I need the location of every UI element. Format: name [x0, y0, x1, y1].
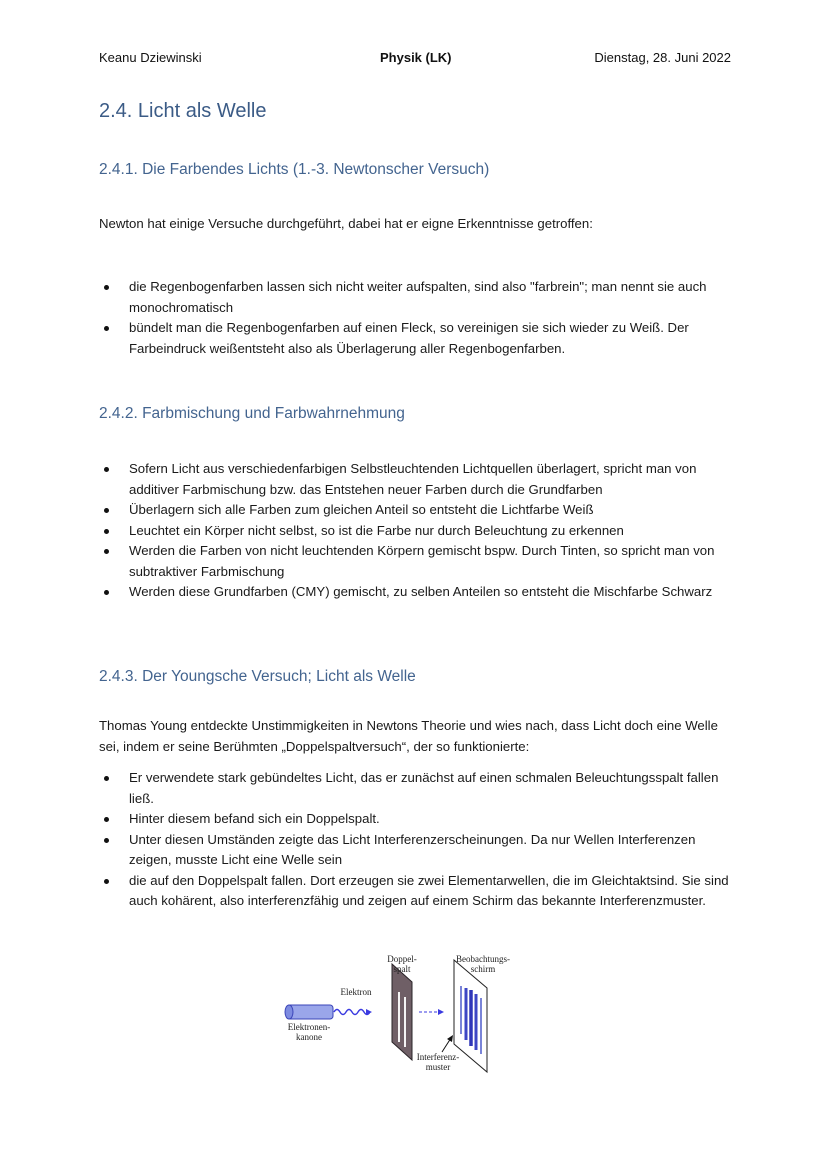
list-item: Unter diesen Umständen zeigte das Licht Interferenzerscheinungen. Da nur Wellen Interferenzen zeigen, musste Licht eine Welle sein: [99, 830, 731, 871]
label-muster-1: Interferenz-: [416, 1052, 460, 1062]
pattern-pointer-arrowhead: [447, 1035, 453, 1042]
double-slit-diagram: [279, 950, 549, 1080]
subsection-title-newton: 2.4.1. Die Farbendes Lichts (1.-3. Newtonscher Versuch): [99, 161, 490, 178]
label-doppelspalt-2: spalt: [393, 964, 411, 974]
list-item: Sofern Licht aus verschiedenfarbigen Selbstleuchtenden Lichtquellen überlagert, spricht man von additiver Farbmischung bzw. das Entstehen neuer Farben durch die Grundfarben: [99, 459, 731, 500]
list-item: Er verwendete stark gebündeltes Licht, das er zunächst auf einen schmalen Beleuchtungsspalt fallen ließ.: [99, 768, 731, 809]
page-header: [99, 50, 731, 70]
label-schirm-1: Beobachtungs-: [456, 954, 510, 964]
electron-gun-body: [287, 1005, 333, 1019]
young-intro: Thomas Young entdeckte Unstimmigkeiten in Newtons Theorie und wies nach, dass Licht doch eine Welle sei, indem er seine Berühmten „Doppelspaltversuch“, der so funktionierte:: [99, 718, 718, 754]
bullet-dot: [104, 467, 109, 472]
bullet-dot: [104, 879, 109, 884]
label-kanone-2: kanone: [296, 1032, 322, 1042]
section-title: 2.4. Licht als Welle: [99, 100, 267, 122]
bullet-dot: [104, 508, 109, 513]
bullet-dot: [104, 326, 109, 331]
header-author: Keanu Dziewinski: [99, 50, 202, 65]
newton-bullet-list: [99, 277, 731, 359]
header-subject: Physik (LK): [380, 50, 452, 65]
bullet-dot: [104, 838, 109, 843]
bullet-dot: [104, 285, 109, 290]
list-item: die auf den Doppelspalt fallen. Dort erzeugen sie zwei Elementarwellen, die im Gleichtaktsind. Sie sind auch kohärent, also interferenzfähig und zeigen auf einem Schirm das bekannte Interferenzmuster.: [99, 871, 731, 912]
list-item: Überlagern sich alle Farben zum gleichen Anteil so entsteht die Lichtfarbe Weiß: [99, 500, 731, 521]
farbmischung-bullet-list: [99, 459, 731, 603]
electron-wave: [334, 1010, 370, 1015]
bullet-dot: [104, 590, 109, 595]
transmitted-beam-arrowhead: [438, 1009, 444, 1015]
subsection-title-farbmischung: 2.4.2. Farbmischung und Farbwahrnehmung: [99, 405, 405, 422]
bullet-dot: [104, 776, 109, 781]
bullet-dot: [104, 549, 109, 554]
list-item: Leuchtet ein Körper nicht selbst, so ist die Farbe nur durch Beleuchtung zu erkennen: [99, 521, 731, 542]
bullet-dot: [104, 529, 109, 534]
electron-gun: [285, 1005, 333, 1019]
label-doppelspalt-1: Doppel-: [387, 954, 417, 964]
label-elektron: Elektron: [340, 987, 372, 997]
list-item: die Regenbogenfarben lassen sich nicht weiter aufspalten, sind also "farbrein"; man nennt sie auch monochromatisch: [99, 277, 731, 318]
label-muster-2: muster: [425, 1062, 451, 1072]
subsection-title-young: 2.4.3. Der Youngsche Versuch; Licht als Welle: [99, 668, 416, 685]
newton-intro: Newton hat einige Versuche durchgeführt, dabei hat er eigne Erkenntnisse getroffen:: [99, 216, 593, 231]
list-item: Hinter diesem befand sich ein Doppelspalt.: [99, 809, 731, 830]
young-bullet-list: [99, 768, 731, 912]
list-item: bündelt man die Regenbogenfarben auf einen Fleck, so vereinigen sie sich wieder zu Weiß. Der Farbeindruck weißentsteht also als Überlagerung aller Regenbogenfarben.: [99, 318, 731, 359]
label-schirm-2: schirm: [470, 964, 496, 974]
electron-gun-end: [285, 1005, 293, 1019]
header-date: Dienstag, 28. Juni 2022: [594, 50, 731, 65]
label-kanone-1: Elektronen-: [287, 1022, 331, 1032]
bullet-dot: [104, 817, 109, 822]
double-slit-plate: [392, 964, 412, 1060]
double-slit-svg: [279, 950, 549, 1080]
list-item: Werden diese Grundfarben (CMY) gemischt, zu selben Anteilen so entsteht die Mischfarbe Schwarz: [99, 582, 731, 603]
list-item: Werden die Farben von nicht leuchtenden Körpern gemischt bspw. Durch Tinten, so spricht man von subtraktiver Farbmischung: [99, 541, 731, 582]
